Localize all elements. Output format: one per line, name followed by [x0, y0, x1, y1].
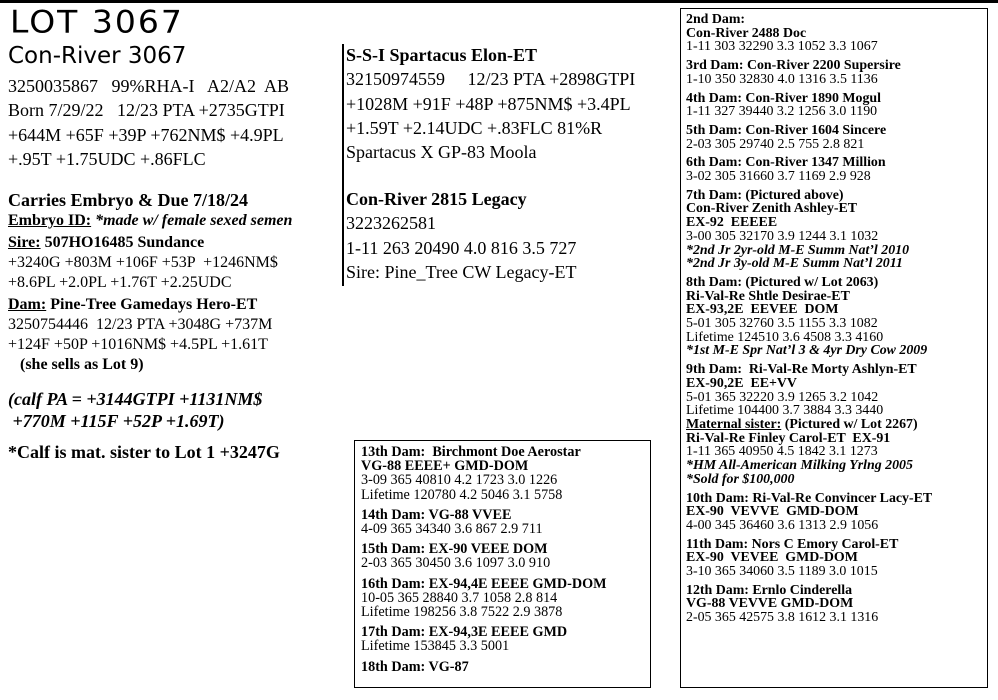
- embryo-dam-line: [8, 295, 292, 315]
- calf-pa: [8, 388, 262, 432]
- dam-entry: [686, 492, 987, 533]
- dam-record: 2-03 365 30450 3.6 1097 3.0 910: [361, 555, 551, 572]
- dam-record: Lifetime 120780 4.2 5046 3.1 5758: [361, 486, 563, 503]
- embryo-dam-label: Dam:: [8, 296, 47, 313]
- embryo-dam-note: (she sells as Lot 9): [8, 356, 144, 373]
- dam-heading: EX-93,2E EEVEE DOM: [686, 302, 839, 318]
- dam-entry: [361, 542, 650, 570]
- maternal-sister-label: Maternal sister:: [686, 416, 782, 432]
- lot-title: LOT 3067: [10, 2, 184, 41]
- dam-heading: 3rd Dam: Con-River 2200 Supersire: [686, 58, 901, 74]
- calf-pa-line: +770M +115F +52P +1.69T): [8, 411, 225, 431]
- dam-heading: 12th Dam: Ernlo Cinderella: [686, 582, 853, 598]
- dam-heading: 16th Dam: EX-94,4E EEEE GMD-DOM: [361, 575, 607, 592]
- column-divider: [342, 44, 344, 286]
- dam-award: *HM All-American Milking Yrlng 2005: [686, 458, 913, 474]
- dam-record: 1-10 350 32830 4.0 1316 3.5 1136: [686, 71, 878, 87]
- pedigree-box-right: [680, 8, 988, 688]
- dam-heading: 11th Dam: Nors C Emory Carol-ET: [686, 536, 899, 552]
- pedigree-box-middle: [354, 440, 651, 688]
- embryo-sire-stats: +3240G +803M +106F +53P +1246NM$: [8, 254, 278, 271]
- dam-record: 3-09 365 40810 4.2 1723 3.0 1226: [361, 472, 558, 489]
- dam-entry: [686, 13, 987, 54]
- dam-entry: [686, 92, 987, 119]
- cow-detail-line: Born 7/29/22 12/23 PTA +2735GTPI: [8, 100, 285, 121]
- calf-note: *Calf is mat. sister to Lot 1 +3247G: [8, 442, 280, 462]
- dam-entry: [361, 625, 650, 653]
- embryo-sire-value: 507HO16485 Sundance: [40, 234, 205, 251]
- dam-entry: [361, 445, 650, 502]
- dam-record: 2-05 365 42575 3.8 1612 3.1 1316: [686, 610, 879, 626]
- embryo-id-value: *made w/ female sexed semen: [91, 212, 293, 229]
- dam-heading: 2nd Dam:: [686, 12, 746, 27]
- mgs-detail-line: 3223262581: [346, 213, 436, 234]
- dam-record: 1-11 327 39440 3.2 1256 3.0 1190: [686, 104, 878, 120]
- dam-heading: 15th Dam: EX-90 VEEE DOM: [361, 541, 548, 558]
- dam-heading: 17th Dam: EX-94,3E EEEE GMD: [361, 624, 568, 641]
- embryo-id-label: Embryo ID:: [8, 212, 92, 229]
- dam-record: 5-01 365 32220 3.9 1265 3.2 1042: [686, 389, 879, 405]
- dam-entry: [686, 59, 987, 86]
- dam-entry: [361, 577, 650, 620]
- dam-award: *Sold for $100,000: [686, 471, 795, 487]
- dam-award: *1st M-E Spr Nat’l 3 & 4yr Dry Cow 2009: [686, 343, 928, 359]
- dam-heading: 14th Dam: VG-88 VVEE: [361, 506, 512, 523]
- embryo-sire-line: [8, 233, 292, 253]
- mgs-detail-line: Sire: Pine_Tree CW Legacy-ET: [346, 261, 577, 282]
- embryo-sire-stats: +8.6PL +2.0PL +1.76T +2.25UDC: [8, 274, 232, 291]
- dam-record: Lifetime 124510 3.6 4508 3.3 4160: [686, 329, 884, 345]
- dam-entry: [686, 189, 987, 271]
- dam-entry: [686, 538, 987, 579]
- dam-heading: Con-River 2488 Doc: [686, 25, 807, 41]
- dam-entry: [361, 660, 650, 674]
- dam-entry: [361, 508, 650, 536]
- dam-heading: 7th Dam: (Pictured above): [686, 187, 844, 203]
- dam-heading: 18th Dam: VG-87: [361, 658, 469, 675]
- dam-heading: 10th Dam: Ri-Val-Re Convincer Lacy-ET: [686, 490, 933, 506]
- dam-record: 5-01 305 32760 3.5 1155 3.3 1082: [686, 316, 878, 332]
- dam-heading: VG-88 EEEE+ GMD-DOM: [361, 458, 529, 475]
- dam-record: Lifetime 104400 3.7 3884 3.3 3440: [686, 403, 884, 419]
- dam-heading: EX-90,2E EE+VV: [686, 375, 797, 391]
- cow-name: Con-River 3067: [8, 43, 187, 69]
- mgs-section: [346, 187, 576, 284]
- dam-heading: EX-90 VEVEE GMD-DOM: [686, 550, 858, 566]
- sire-name: S-S-I Spartacus Elon-ET: [346, 45, 538, 65]
- dam-entry: [686, 276, 987, 358]
- embryo-sire-label: Sire:: [8, 234, 41, 251]
- maternal-sister-note: (Pictured w/ Lot 2267): [781, 416, 918, 432]
- maternal-sister-name: Ri-Val-Re Finley Carol-ET EX-91: [686, 430, 891, 446]
- dam-entry: [686, 156, 987, 183]
- calf-pa-line: (calf PA = +3144GTPI +1131NM$: [8, 389, 263, 409]
- mgs-detail-line: 1-11 263 20490 4.0 816 3.5 727: [346, 237, 577, 258]
- dam-heading: 5th Dam: Con-River 1604 Sincere: [686, 122, 887, 138]
- cow-details: [8, 74, 289, 171]
- embryo-heading: Carries Embryo & Due 7/18/24: [8, 190, 248, 210]
- sire-section: [346, 43, 635, 164]
- dam-heading: 4th Dam: Con-River 1890 Mogul: [686, 90, 881, 106]
- dam-heading: VG-88 VEVVE GMD-DOM: [686, 596, 854, 612]
- dam-entry: [686, 363, 987, 486]
- dam-award: *2nd Jr 3y-old M-E Summ Nat’l 2011: [686, 256, 903, 272]
- maternal-sister-heading: [686, 418, 987, 432]
- dam-heading: Ri-Val-Re Shtle Desirae-ET: [686, 288, 850, 304]
- sire-detail-line: +1028M +91F +48P +875NM$ +3.4PL: [346, 93, 631, 114]
- sire-detail-line: 32150974559 12/23 PTA +2898GTPI: [346, 69, 636, 90]
- dam-heading: EX-92 EEEEE: [686, 215, 778, 231]
- dam-heading: 9th Dam: Ri-Val-Re Morty Ashlyn-ET: [686, 362, 917, 378]
- embryo-dam-stats: 3250754446 12/23 PTA +3048G +737M: [8, 316, 273, 333]
- dam-record: 3-10 365 34060 3.5 1189 3.0 1015: [686, 564, 878, 580]
- dam-heading: 6th Dam: Con-River 1347 Million: [686, 155, 886, 171]
- dam-record: 3-00 305 32170 3.9 1244 3.1 1032: [686, 228, 879, 244]
- sire-detail-line: Spartacus X GP-83 Moola: [346, 142, 537, 163]
- mgs-name: Con-River 2815 Legacy: [346, 189, 527, 209]
- dam-record: 10-05 365 28840 3.7 1058 2.8 814: [361, 589, 558, 606]
- embryo-section: [8, 189, 292, 375]
- dam-record: 3-02 305 31660 3.7 1169 2.9 928: [686, 169, 871, 185]
- dam-record: Lifetime 153845 3.3 5001: [361, 638, 510, 655]
- sire-detail-line: +1.59T +2.14UDC +.83FLC 81%R: [346, 117, 603, 138]
- dam-record: 2-03 305 29740 2.5 755 2.8 821: [686, 136, 865, 152]
- dam-record: Lifetime 198256 3.8 7522 2.9 3878: [361, 604, 563, 621]
- dam-award: *2nd Jr 2yr-old M-E Summ Nat’l 2010: [686, 242, 910, 258]
- dam-record: 1-11 303 32290 3.3 1052 3.3 1067: [686, 39, 878, 55]
- dam-entry: [686, 124, 987, 151]
- dam-heading: 8th Dam: (Pictured w/ Lot 2063): [686, 274, 879, 290]
- dam-heading: 13th Dam: Birchmont Doe Aerostar: [361, 444, 581, 460]
- embryo-dam-value: Pine-Tree Gamedays Hero-ET: [46, 296, 258, 313]
- dam-entry: [686, 584, 987, 625]
- dam-heading: EX-90 VEVVE GMD-DOM: [686, 504, 859, 520]
- cow-detail-line: +644M +65F +39P +762NM$ +4.9PL: [8, 124, 284, 145]
- dam-record: 4-09 365 34340 3.6 867 2.9 711: [361, 521, 543, 538]
- cow-detail-line: 3250035867 99%RHA-I A2/A2 AB: [8, 76, 290, 96]
- embryo-id-line: [8, 211, 292, 231]
- dam-heading: Con-River Zenith Ashley-ET: [686, 201, 858, 217]
- embryo-dam-stats: +124F +50P +1016NM$ +4.5PL +1.61T: [8, 336, 268, 353]
- cow-detail-line: +.95T +1.75UDC +.86FLC: [8, 148, 206, 169]
- dam-record: 4-00 345 36460 3.6 1313 2.9 1056: [686, 517, 879, 533]
- dam-record: 1-11 365 40950 4.5 1842 3.1 1273: [686, 444, 878, 460]
